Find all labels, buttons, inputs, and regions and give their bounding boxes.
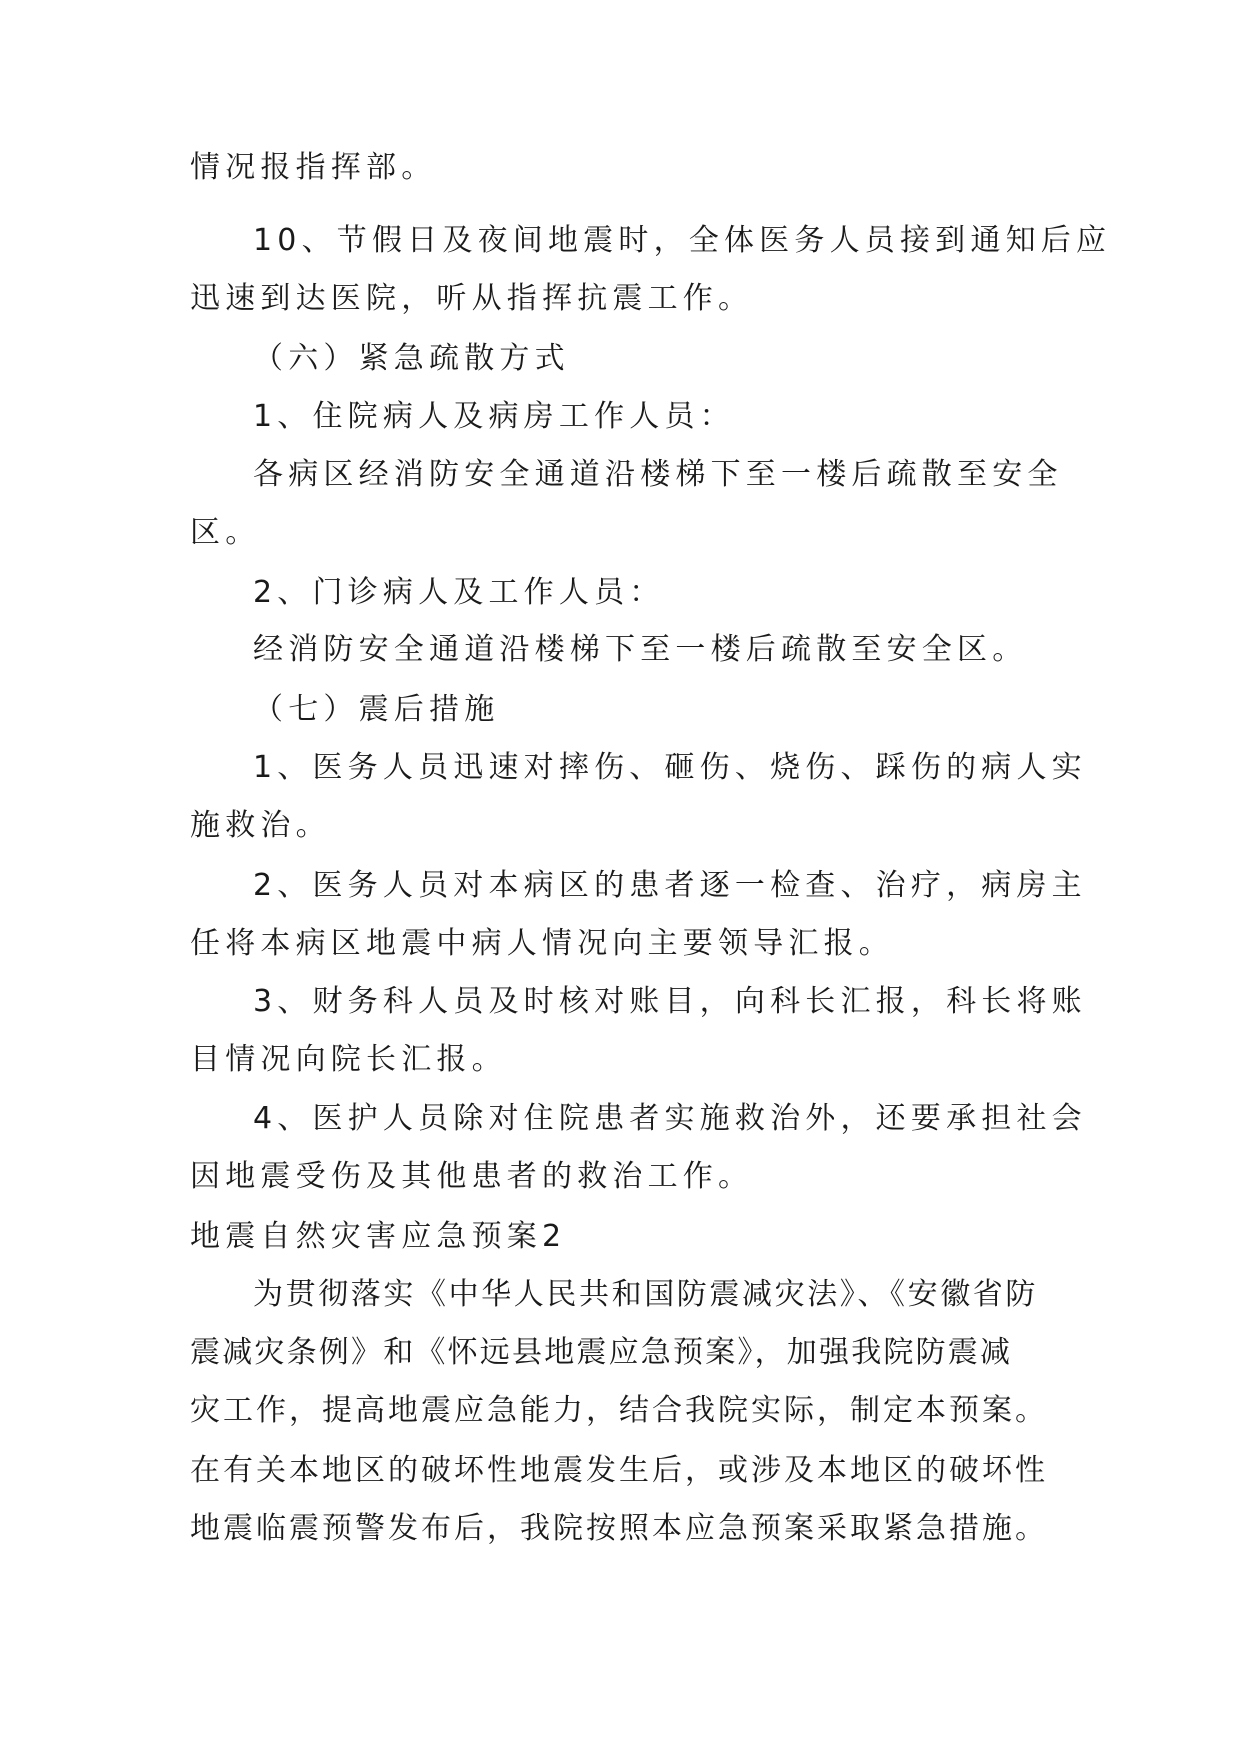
text-line: 1、住院病人及病房工作人员： [253, 399, 735, 434]
text-line: 震减灾条例》和《怀远县地震应急预案》，加强我院防震减 [190, 1335, 1013, 1370]
text-line: 因地震受伤及其他患者的救治工作。 [190, 1159, 754, 1194]
text-line: 目情况向院长汇报。 [190, 1042, 507, 1077]
text-line: 10、节假日及夜间地震时，全体医务人员接到通知后应 [253, 223, 1112, 258]
text-line: 施救治。 [190, 808, 331, 843]
text-line: 2、门诊病人及工作人员： [253, 575, 665, 610]
section-heading: （七）震后措施 [253, 692, 500, 727]
text-line: 灾工作，提高地震应急能力，结合我院实际，制定本预案。 [190, 1393, 1048, 1428]
text-line: 地震临震预警发布后，我院按照本应急预案采取紧急措施。 [190, 1511, 1048, 1546]
text-line: 情况报指挥部。 [190, 150, 437, 185]
text-line: 任将本病区地震中病人情况向主要领导汇报。 [190, 926, 894, 961]
text-line: 3、财务科人员及时核对账目，向科长汇报，科长将账 [253, 984, 1087, 1019]
text-line: 4、医护人员除对住院患者实施救治外，还要承担社会 [253, 1101, 1087, 1136]
text-line: 1、医务人员迅速对摔伤、砸伤、烧伤、踩伤的病人实 [253, 750, 1087, 785]
text-line: 各病区经消防安全通道沿楼梯下至一楼后疏散至安全 [253, 457, 1063, 492]
text-line: 区。 [190, 515, 261, 550]
text-line: 2、医务人员对本病区的患者逐一检查、治疗，病房主 [253, 868, 1087, 903]
text-line: 经消防安全通道沿楼梯下至一楼后疏散至安全区。 [253, 632, 1028, 667]
section-heading: （六）紧急疏散方式 [253, 341, 570, 376]
text-line: 迅速到达医院，听从指挥抗震工作。 [190, 281, 754, 316]
text-line: 在有关本地区的破坏性地震发生后，或涉及本地区的破坏性 [190, 1453, 1048, 1488]
text-line: 为贯彻落实《中华人民共和国防震减灾法》、《安徽省防 [253, 1277, 1038, 1312]
document-title: 地震自然灾害应急预案2 [190, 1219, 567, 1254]
